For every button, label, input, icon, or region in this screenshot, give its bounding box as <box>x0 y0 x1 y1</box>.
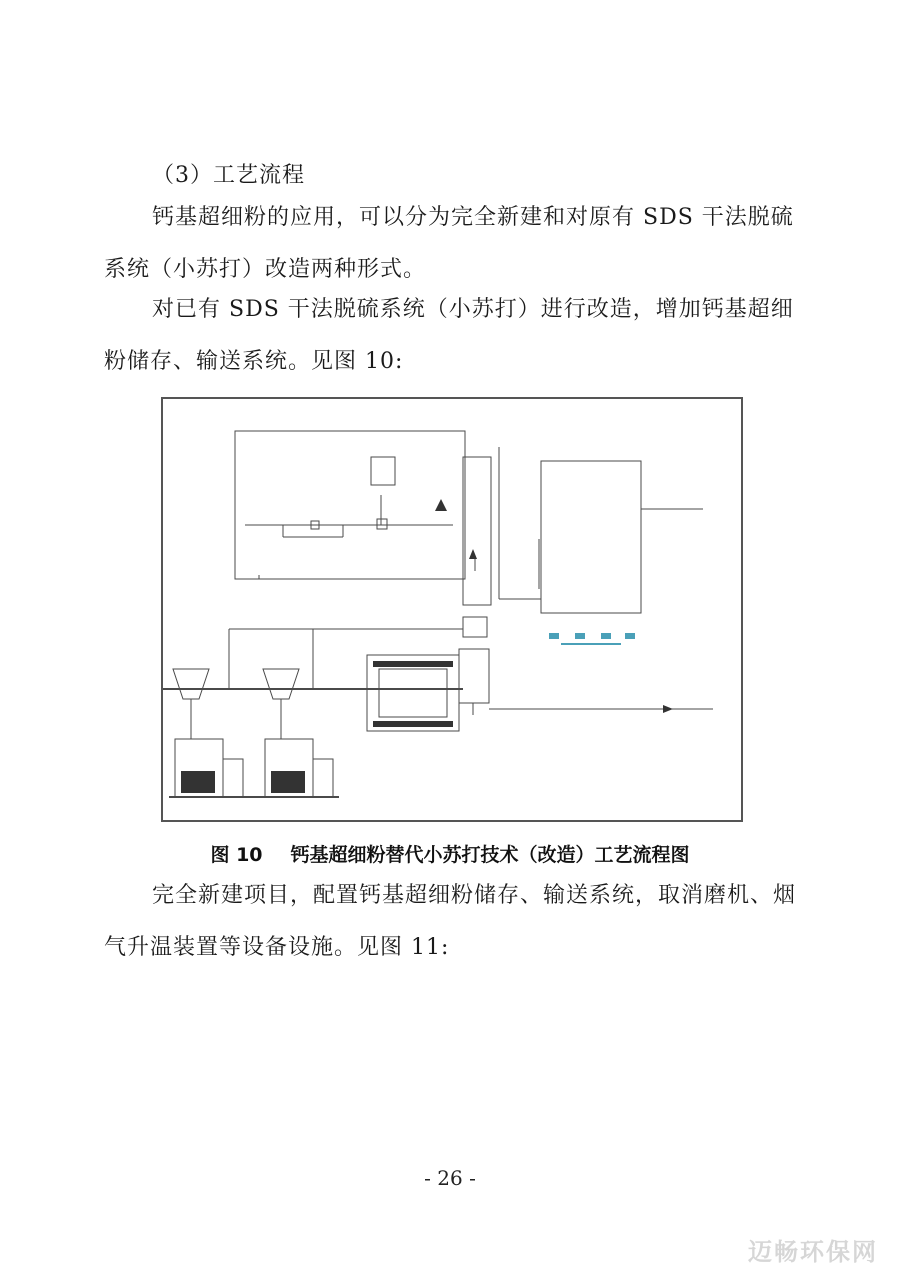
site-watermark: 迈畅环保网 <box>748 1238 878 1266</box>
arrow-marker-3 <box>663 705 673 713</box>
nozzle-1 <box>549 633 559 639</box>
arrow-marker-2 <box>469 549 477 559</box>
figure-caption <box>0 840 900 867</box>
instrument-box <box>371 457 395 485</box>
heater-wall-bottom <box>373 721 453 727</box>
section-heading: （3）工艺流程 <box>152 163 305 188</box>
baghouse-tower <box>541 461 641 613</box>
silo-hopper-1 <box>173 669 209 699</box>
control-cabinet-outline <box>235 431 465 579</box>
paragraph-retrofit: 对已有 SDS 干法脱硫系统（小苏打）进行改造，增加钙基超细粉储存、输送系统。见图 10: <box>104 297 794 374</box>
paragraph-new-build: 完全新建项目，配置钙基超细粉储存、输送系统，取消磨机、烟气升温装置等设备设施。见图 11: <box>104 883 797 960</box>
reactor-duct <box>463 457 491 605</box>
feeder-body-1 <box>181 771 215 793</box>
arrow-marker-1 <box>435 499 447 511</box>
process-flow-drawing <box>163 399 741 820</box>
nozzle-group <box>549 633 635 645</box>
paragraph-intro: 钙基超细粉的应用，可以分为完全新建和对原有 SDS 干法脱硫系统（小苏打）改造两种形式。 <box>104 205 794 282</box>
silo-hopper-2 <box>263 669 299 699</box>
nozzle-2 <box>575 633 585 639</box>
nozzle-4 <box>625 633 635 639</box>
page-number: - 26 - <box>424 1166 476 1190</box>
feeder-body-2 <box>271 771 305 793</box>
figure-caption-text: 钙基超细粉替代小苏打技术（改造）工艺流程图 <box>290 844 690 866</box>
nozzle-3 <box>601 633 611 639</box>
heater-wall-top <box>373 661 453 667</box>
figure-caption-number: 图 10 <box>210 844 263 866</box>
process-flow-diagram <box>161 397 743 822</box>
nozzle-header <box>561 643 621 645</box>
